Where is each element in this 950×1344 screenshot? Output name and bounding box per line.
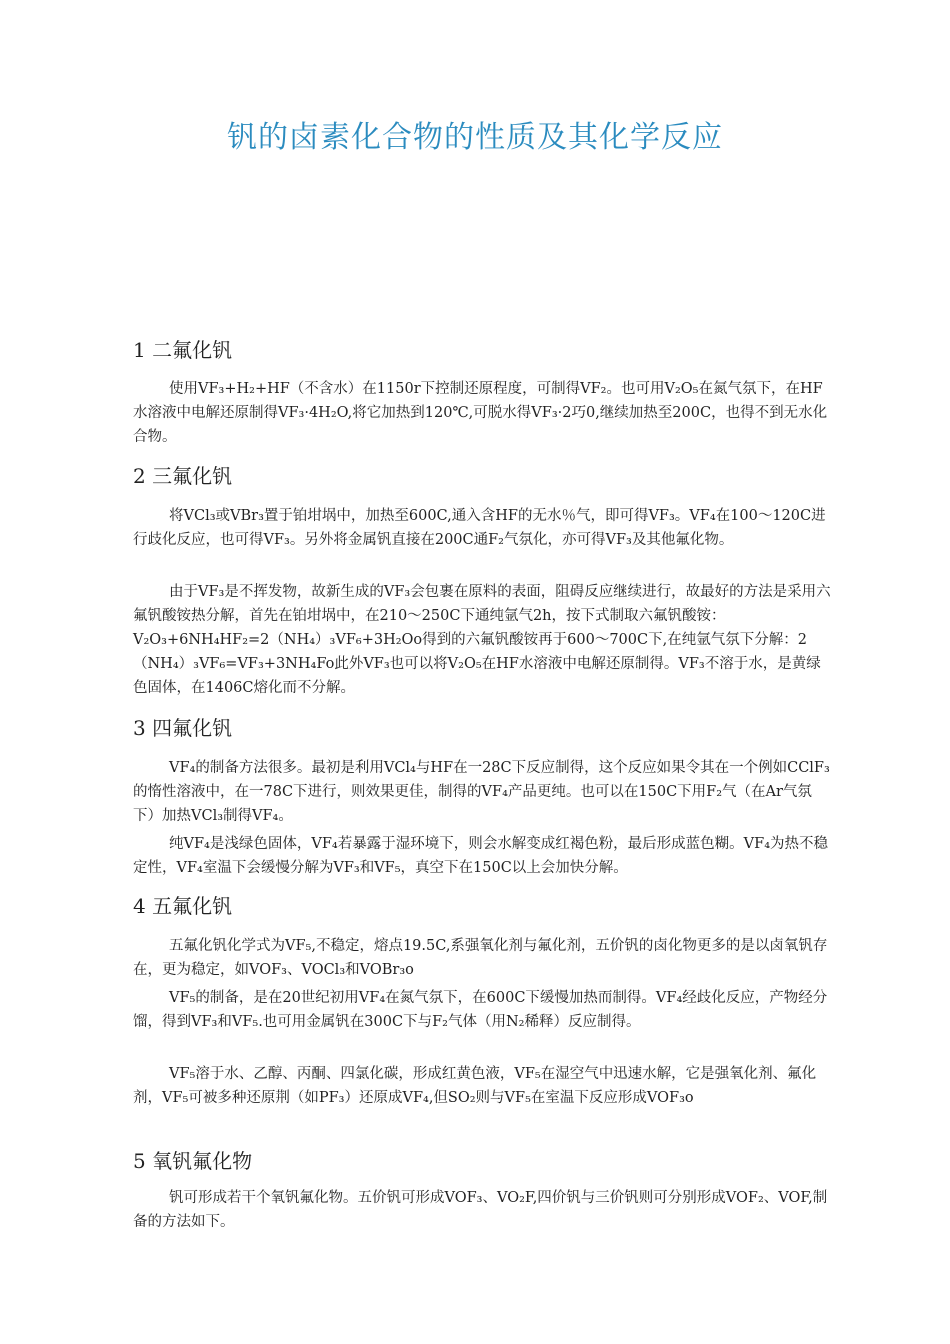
paragraph: VF₅溶于水、乙醇、丙酮、四氯化碳，形成红黄色液，VF₅在湿空气中迅速水解，它是强氧化剂、氟化剂，VF₅可被多种还原荆（如PF₃）还原成VF₄,但SO₂则与VF₅在室温下反应形成VOF₃o — [133, 1066, 817, 1106]
section-heading: 4 五氟化钒 — [133, 894, 233, 918]
paragraph: 纯VF₄是浅绿色固体，VF₄若暴露于湿环境下，则会水解变成红褐色粉，最后形成蓝色糊。VF₄为热不稳定性，VF₄室温下会缓慢分解为VF₃和VF₅，真空下在150C以上会加快分解。 — [133, 836, 829, 876]
paragraph: 钒可形成若干个氧钒氟化物。五价钒可形成VOF₃、VO₂F,四价钒与三价钒则可分别形成VOF₂、VOF,制备的方法如下。 — [133, 1190, 828, 1230]
section-heading: 2 三氟化钒 — [133, 464, 233, 488]
section-heading: 5 氧钒氟化物 — [133, 1149, 253, 1173]
paragraph: 五氟化钒化学式为VF₅,不稳定，熔点19.5C,系强氧化剂与氟化剂，五价钒的卤化物更多的是以卤氧钒存在，更为稳定，如VOF₃、VOCl₃和VOBr₃o — [133, 938, 828, 978]
paragraph: 使用VF₃+H₂+HF（不含水）在1150r下控制还原程度，可制得VF₂。也可用V₂O₅在氮气氛下，在HF水溶液中电解还原制得VF₃·4H₂O,将它加热到120℃,可脱水得VF₃·2巧0,继续加热至200C，也得不到无水化合物。 — [133, 381, 828, 445]
paragraph: 由于VF₃是不挥发物，故新生成的VF₃会包裹在原料的表面，阻碍反应继续进行，故最好的方法是采用六氟钒酸铵热分解，首先在铂坩埚中，在210〜250C下通纯氩气2h，按下式制取六氟钒酸铵：V₂O₃+6NH₄HF₂=2（NH₄）₃VF₆+3H₂Oo得到的六氟钒酸铵再于600〜700C下,在纯氩气氛下分解：2（NH₄）₃VF₆=VF₃+3NH₄Fo此外VF₃也可以将V₂O₅在HF水溶液中电解还原制得。VF₃不溶于水，是黄绿色固体，在1406C熔化而不分解。 — [133, 584, 831, 696]
paragraph: VF₅的制备，是在20世纪初用VF₄在氮气氛下，在600C下缓慢加热而制得。VF₄经歧化反应，产物经分馏，得到VF₃和VF₅.也可用金属钒在300C下与F₂气体（用N₂稀释）反应制得。 — [133, 990, 828, 1030]
paragraph: VF₄的制备方法很多。最初是利用VCl₄与HF在一28C下反应制得，这个反应如果令其在一个例如CClF₃的惰性溶液中，在一78C下进行，则效果更佳，制得的VF₄产品更纯。也可以在150C下用F₂气（在Ar气氛下）加热VCl₃制得VF₄。 — [133, 760, 830, 824]
section-heading: 3 四氟化钒 — [133, 716, 233, 740]
page-title: 钒的卤素化合物的性质及其化学反应 — [227, 120, 723, 155]
section-heading: 1 二氟化钒 — [133, 338, 233, 362]
paragraph: 将VCl₃或VBr₃置于铂坩埚中，加热至600C,通入含HF的无水％气，即可得VF₃。VF₄在100〜120C进行歧化反应，也可得VF₃。另外将金属钒直接在200C通F₂气氛化，亦可得VF₃及其他氟化物。 — [133, 508, 826, 548]
